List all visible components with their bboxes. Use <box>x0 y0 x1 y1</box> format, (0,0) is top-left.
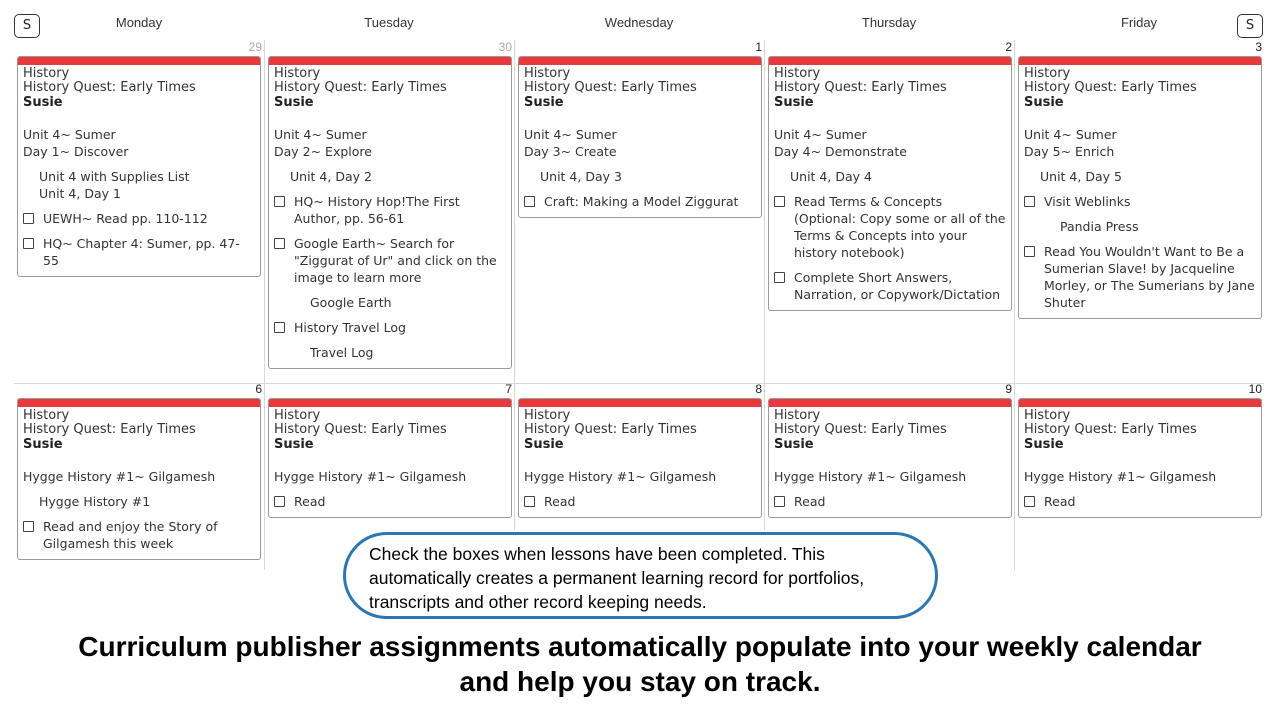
lesson-card-tuesday[interactable] <box>268 56 512 369</box>
lesson-card-monday[interactable] <box>17 56 261 277</box>
card-student: Susie <box>23 95 63 110</box>
date-number[interactable]: 8 <box>755 382 762 396</box>
card-course: History Quest: Early Times <box>1024 422 1197 437</box>
card-subject: History <box>524 66 571 81</box>
card-subject: History <box>274 66 321 81</box>
card-course: History Quest: Early Times <box>23 80 196 95</box>
card-student: Susie <box>774 437 814 452</box>
date-number[interactable]: 7 <box>505 382 512 396</box>
card-color-bar <box>18 57 260 65</box>
task-checkbox[interactable] <box>774 272 785 283</box>
task-checkbox[interactable] <box>23 213 34 224</box>
unit-label: Unit 4~ Sumer <box>23 127 116 142</box>
card-color-bar <box>519 57 761 65</box>
task-label: Read <box>794 494 826 509</box>
card-student: Susie <box>774 95 814 110</box>
task-checkbox[interactable] <box>274 496 285 507</box>
day-label: Day 1~ Discover <box>23 144 129 159</box>
day-header-tuesday: Tuesday <box>364 15 414 30</box>
task-item <box>774 193 1006 261</box>
day-header-wednesday: Wednesday <box>604 15 674 30</box>
annotation-callout: Check the boxes when lessons have been completed. This automatically creates a permanent learning record for portfolios, transcripts and other record keeping needs. <box>343 532 938 619</box>
task-label: Google Earth~ Search for "Ziggurat of Ur" and click on the image to learn more <box>294 236 497 285</box>
unit-label: Hygge History #1~ Gilgamesh <box>23 469 216 484</box>
day-label: Day 2~ Explore <box>274 144 372 159</box>
date-number[interactable]: 30 <box>498 40 512 54</box>
task-item <box>23 518 255 552</box>
task-checkbox[interactable] <box>1024 246 1035 257</box>
date-number[interactable]: 1 <box>755 40 762 54</box>
card-course: History Quest: Early Times <box>774 422 947 437</box>
task-checkbox[interactable] <box>524 496 535 507</box>
day-header-thursday: Thursday <box>861 15 917 30</box>
task-checkbox[interactable] <box>1024 496 1035 507</box>
date-number[interactable]: 6 <box>255 382 262 396</box>
card-color-bar <box>1019 57 1261 65</box>
lesson-card-wednesday[interactable] <box>518 56 762 218</box>
day-header-monday: Monday <box>115 15 163 30</box>
task-label: Craft: Making a Model Ziggurat <box>544 194 739 209</box>
task-checkbox[interactable] <box>23 521 34 532</box>
card-course: History Quest: Early Times <box>524 422 697 437</box>
unit-label: Hygge History #1~ Gilgamesh <box>524 469 717 484</box>
lesson-card-friday[interactable] <box>1018 56 1262 319</box>
card-course: History Quest: Early Times <box>774 80 947 95</box>
lesson-card-thursday[interactable] <box>768 56 1012 311</box>
card-subject: History <box>23 408 70 423</box>
card-course: History Quest: Early Times <box>274 80 447 95</box>
task-label: Read <box>1044 494 1076 509</box>
card-student: Susie <box>1024 95 1064 110</box>
unit-label: Hygge History #1~ Gilgamesh <box>774 469 967 484</box>
card-color-bar <box>519 399 761 407</box>
card-subject: History <box>774 66 821 81</box>
card-color-bar <box>1019 399 1261 407</box>
card-color-bar <box>269 57 511 65</box>
unit-label: Hygge History #1~ Gilgamesh <box>274 469 467 484</box>
card-student: Susie <box>23 437 63 452</box>
card-course: History Quest: Early Times <box>23 422 196 437</box>
task-item <box>1024 193 1256 210</box>
task-item <box>274 493 506 510</box>
grid-divider <box>764 40 765 530</box>
lesson-card-tuesday[interactable] <box>268 398 512 518</box>
lesson-card-monday[interactable] <box>17 398 261 560</box>
task-item <box>23 210 255 227</box>
task-item <box>774 269 1006 303</box>
unit-label: Unit 4~ Sumer <box>524 127 617 142</box>
unit-label: Unit 4~ Sumer <box>774 127 867 142</box>
task-item <box>1024 493 1256 510</box>
task-item <box>274 193 506 227</box>
task-label: Read and enjoy the Story of Gilgamesh this week <box>43 519 218 551</box>
lesson-card-wednesday[interactable] <box>518 398 762 518</box>
card-subject: History <box>1024 408 1071 423</box>
task-label: Visit Weblinks <box>1044 194 1131 209</box>
lesson-note[interactable]: Unit 4, Day 5 <box>1040 169 1122 184</box>
lesson-note[interactable]: Unit 4, Day 4 <box>790 169 872 184</box>
day-label: Day 3~ Create <box>524 144 617 159</box>
task-item <box>524 493 756 510</box>
task-label: Read <box>544 494 576 509</box>
task-label: UEWH~ Read pp. 110-112 <box>43 211 208 226</box>
card-student: Susie <box>274 95 314 110</box>
card-subject: History <box>1024 66 1071 81</box>
grid-divider <box>264 40 265 570</box>
lesson-note[interactable]: Unit 4, Day 1 <box>39 186 121 201</box>
card-course: History Quest: Early Times <box>1024 80 1197 95</box>
card-subject: History <box>274 408 321 423</box>
task-label: History Travel Log <box>294 320 406 335</box>
day-label: Day 4~ Demonstrate <box>774 144 907 159</box>
card-course: History Quest: Early Times <box>274 422 447 437</box>
task-checkbox[interactable] <box>274 322 285 333</box>
unit-label: Hygge History #1~ Gilgamesh <box>1024 469 1217 484</box>
lesson-card-thursday[interactable] <box>768 398 1012 518</box>
promo-caption: Curriculum publisher assignments automatically populate into your weekly calendar and help you stay on track. <box>78 631 1202 697</box>
card-subject: History <box>23 66 70 81</box>
grid-divider <box>514 40 515 530</box>
task-checkbox[interactable] <box>274 238 285 249</box>
saturday-toggle-button[interactable]: S <box>14 14 40 38</box>
task-item <box>274 319 506 336</box>
unit-label: Unit 4~ Sumer <box>1024 127 1117 142</box>
task-item <box>524 193 756 210</box>
card-student: Susie <box>274 437 314 452</box>
date-number[interactable]: 9 <box>1005 382 1012 396</box>
task-checkbox[interactable] <box>23 238 34 249</box>
task-label: Complete Short Answers, Narration, or Copywork/Dictation <box>794 270 1001 302</box>
resource-link[interactable]: Travel Log <box>310 345 374 360</box>
card-color-bar <box>18 399 260 407</box>
day-header-friday: Friday <box>1120 15 1158 30</box>
day-label: Day 5~ Enrich <box>1024 144 1115 159</box>
date-number[interactable]: 29 <box>248 40 262 54</box>
lesson-note[interactable]: Hygge History #1 <box>39 494 151 509</box>
unit-label: Unit 4~ Sumer <box>274 127 367 142</box>
card-student: Susie <box>524 95 564 110</box>
task-label: HQ~ History Hop!The First Author, pp. 56-61 <box>294 194 460 226</box>
sunday-toggle-button[interactable]: S <box>1237 14 1263 38</box>
card-subject: History <box>774 408 821 423</box>
task-checkbox[interactable] <box>524 196 535 207</box>
date-number[interactable]: 2 <box>1005 40 1012 54</box>
task-checkbox[interactable] <box>1024 196 1035 207</box>
task-checkbox[interactable] <box>774 496 785 507</box>
task-checkbox[interactable] <box>274 196 285 207</box>
resource-link[interactable]: Pandia Press <box>1060 219 1139 234</box>
task-item <box>774 493 1006 510</box>
task-label: Read Terms & Concepts (Optional: Copy some or all of the Terms & Concepts into your history notebook) <box>794 194 1006 260</box>
task-item <box>23 235 255 269</box>
lesson-note[interactable]: Unit 4, Day 2 <box>290 169 372 184</box>
card-student: Susie <box>1024 437 1064 452</box>
date-number[interactable]: 10 <box>1248 382 1262 396</box>
task-item <box>1024 243 1256 311</box>
lesson-card-friday[interactable] <box>1018 398 1262 518</box>
task-label: Read <box>294 494 326 509</box>
date-number[interactable]: 3 <box>1255 40 1262 54</box>
lesson-note[interactable]: Unit 4 with Supplies List <box>39 169 190 184</box>
card-course: History Quest: Early Times <box>524 80 697 95</box>
card-subject: History <box>524 408 571 423</box>
resource-link[interactable]: Google Earth <box>310 295 392 310</box>
task-label: HQ~ Chapter 4: Sumer, pp. 47-55 <box>43 236 240 268</box>
task-label: Read You Wouldn't Want to Be a Sumerian Slave! by Jacqueline Morley, or The Sumerians by Jane Shuter <box>1044 244 1255 310</box>
grid-divider <box>1014 40 1015 570</box>
card-color-bar <box>269 399 511 407</box>
lesson-note[interactable]: Unit 4, Day 3 <box>540 169 622 184</box>
task-checkbox[interactable] <box>774 196 785 207</box>
card-color-bar <box>769 399 1011 407</box>
card-color-bar <box>769 57 1011 65</box>
card-student: Susie <box>524 437 564 452</box>
task-item <box>274 235 506 286</box>
